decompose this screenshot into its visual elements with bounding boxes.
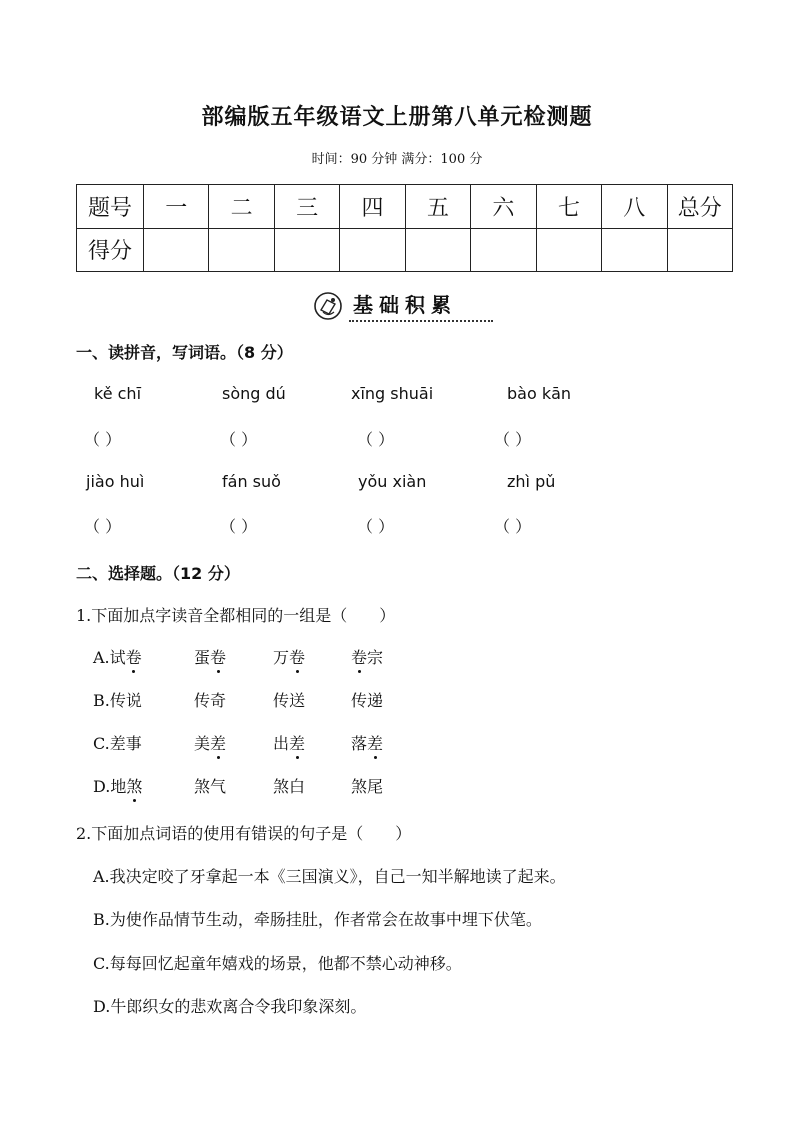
q2-option-b[interactable]: B.为使作品情节生动，牵肠挂肚，作者常会在故事中埋下伏笔。 [93, 910, 542, 929]
score-cell[interactable] [209, 228, 274, 272]
option-label: B. [93, 691, 110, 710]
answer-blank[interactable]: （ ） [494, 430, 532, 449]
q1-option-d-word: 煞尾 [351, 777, 384, 796]
part1-heading: 一、读拼音，写词语。（8 分） [76, 343, 293, 362]
answer-blank[interactable]: （ ） [220, 517, 258, 536]
pinyin-item: jiào huì [86, 472, 145, 491]
score-cell[interactable] [536, 228, 601, 272]
score-cell[interactable] [405, 228, 470, 272]
dotted-char: 差 [210, 731, 226, 754]
option-word: 传说 [109, 691, 142, 710]
q1-option-c[interactable] [93, 731, 142, 754]
q1-option-a[interactable] [93, 645, 142, 668]
option-label: D. [93, 777, 111, 796]
book-scroll-icon [313, 291, 343, 321]
q2-option-c[interactable]: C.每每回忆起童年嬉戏的场景，他都不禁心动神移。 [93, 954, 462, 973]
score-table-col: 七 [536, 185, 601, 229]
dotted-char: 卷 [210, 645, 226, 668]
section-banner [313, 289, 495, 325]
pinyin-item: sòng dú [222, 384, 286, 403]
pinyin-item: zhì pǔ [507, 472, 556, 491]
score-table-col: 四 [340, 185, 405, 229]
score-table-col: 五 [405, 185, 470, 229]
pinyin-item: bào kān [507, 384, 572, 403]
q1-option-a-word: 万卷 [273, 645, 305, 668]
answer-blank[interactable]: （ ） [220, 430, 258, 449]
q1-option-b-word: 传送 [273, 691, 306, 710]
dotted-char: 卷 [126, 645, 142, 668]
score-cell[interactable] [667, 228, 733, 272]
q1-option-c-word: 美差 [194, 731, 226, 754]
q1-option-b-word: 传递 [351, 691, 384, 710]
option-word: 差事 [109, 734, 142, 753]
q1-option-d[interactable]: D.地煞 [93, 774, 142, 797]
answer-blank[interactable]: （ ） [494, 517, 532, 536]
q1-option-a-word: 蛋卷 [194, 645, 226, 668]
pinyin-item: yǒu xiàn [358, 472, 427, 491]
score-table-col: 总分 [667, 185, 733, 229]
answer-blank[interactable]: （ ） [357, 430, 395, 449]
q2-option-d[interactable]: D.牛郎织女的悲欢离合令我印象深刻。 [93, 997, 367, 1016]
q1-option-c-word: 落差 [351, 731, 383, 754]
q1-option-c-word: 出差 [273, 731, 305, 754]
page-title: 部编版五年级语文上册第八单元检测题 [201, 104, 593, 130]
score-cell[interactable] [340, 228, 405, 272]
score-table-header-row [77, 185, 733, 229]
score-cell[interactable] [471, 228, 536, 272]
score-table-score-row [77, 228, 733, 272]
q1-option-d-word: 煞气 [194, 777, 227, 796]
exam-info: 时间：90 分钟 满分：100 分 [311, 152, 483, 167]
section-banner-underline [349, 320, 493, 322]
q1-option-b[interactable] [93, 688, 142, 711]
score-cell[interactable] [274, 228, 339, 272]
answer-blank[interactable]: （ ） [84, 430, 122, 449]
dotted-char: 差 [289, 731, 305, 754]
pinyin-item: kě chī [94, 384, 142, 403]
score-table-score-label: 得分 [77, 228, 144, 272]
section-banner-label: 基础积累 [353, 293, 457, 317]
score-table-col: 一 [144, 185, 209, 229]
dotted-char: 煞 [126, 774, 142, 797]
score-table-header-label: 题号 [77, 185, 144, 229]
q1-option-b-word: 传奇 [194, 691, 227, 710]
part2-heading: 二、选择题。（12 分） [76, 564, 240, 583]
pinyin-item: xīng shuāi [351, 384, 434, 403]
option-word: 试 [109, 648, 126, 667]
question-2-stem: 2.下面加点词语的使用有错误的句子是（ ） [76, 824, 412, 843]
answer-blank[interactable]: （ ） [84, 517, 122, 536]
dotted-char: 卷 [351, 645, 367, 668]
option-label: A. [93, 648, 110, 667]
score-cell[interactable] [144, 228, 209, 272]
question-1-stem: 1.下面加点字读音全都相同的一组是（ ） [76, 606, 396, 625]
option-label: C. [93, 734, 110, 753]
pinyin-item: fán suǒ [222, 472, 281, 491]
score-table-col: 八 [602, 185, 667, 229]
score-table [76, 184, 733, 272]
dotted-char: 差 [367, 731, 383, 754]
dotted-char: 卷 [289, 645, 305, 668]
score-cell[interactable] [602, 228, 667, 272]
q1-option-a-word: 卷宗 [351, 645, 383, 668]
score-table-col: 二 [209, 185, 274, 229]
answer-blank[interactable]: （ ） [357, 517, 395, 536]
q1-option-d-word: 煞白 [273, 777, 306, 796]
score-table-col: 三 [274, 185, 339, 229]
q2-option-a[interactable]: A.我决定咬了牙拿起一本《三国演义》，自己一知半解地读了起来。 [93, 867, 566, 886]
score-table-col: 六 [471, 185, 536, 229]
